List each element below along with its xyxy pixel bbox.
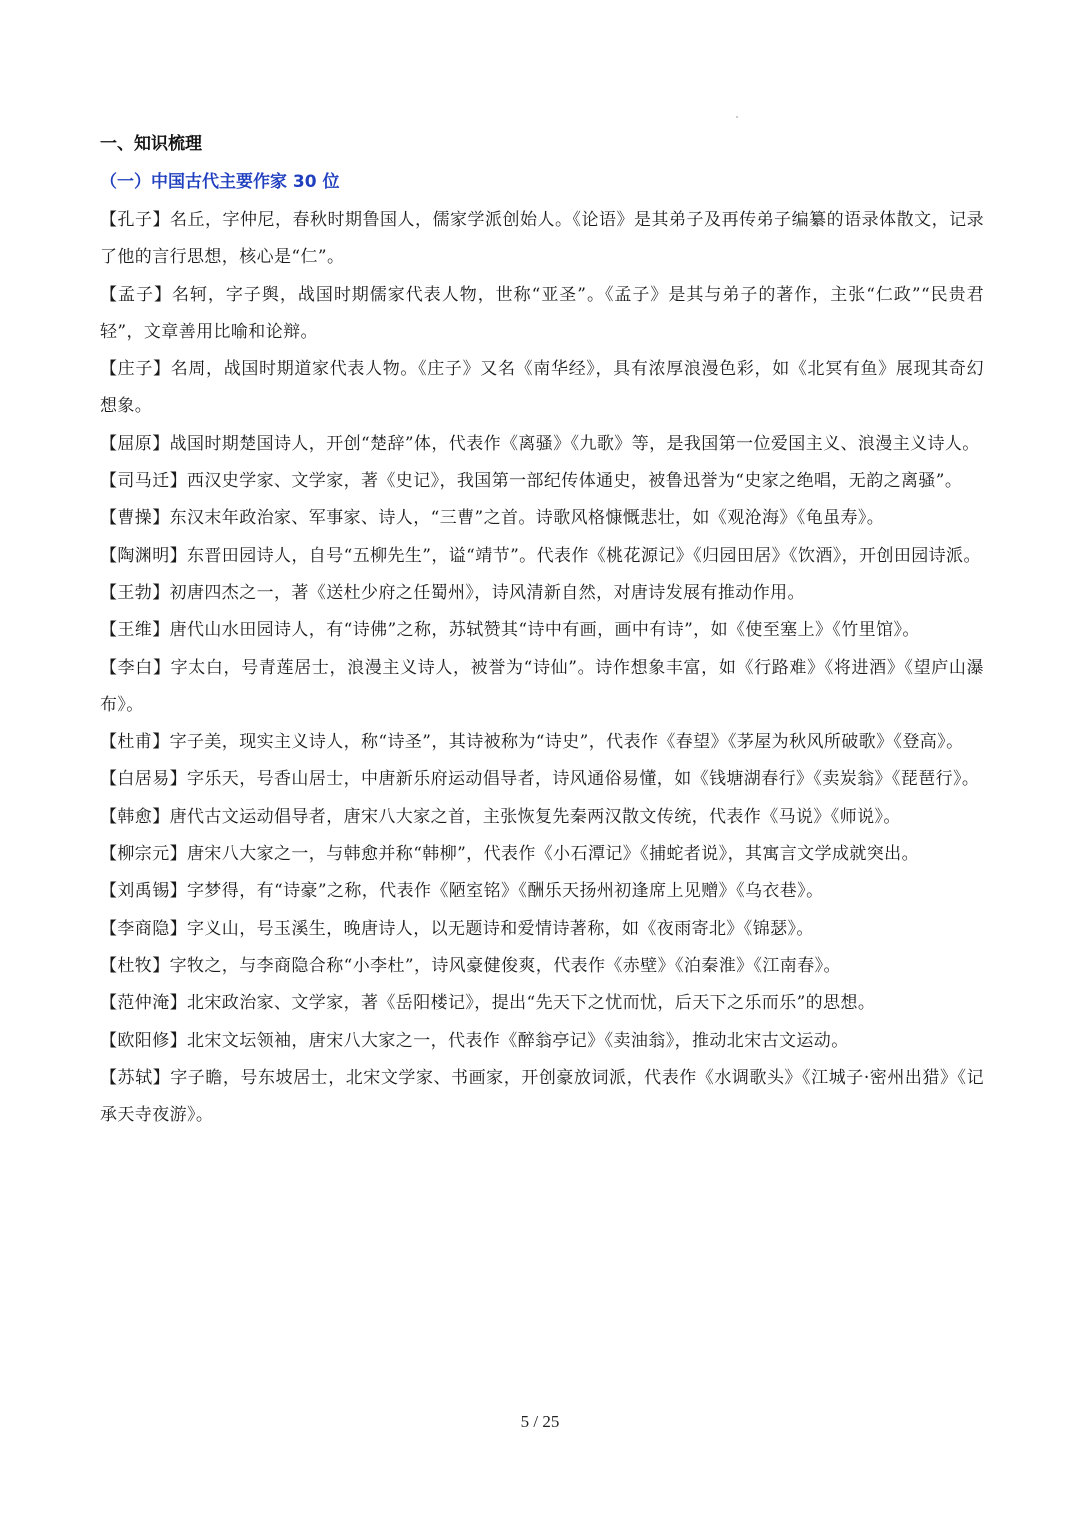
author-description: 名轲，字子舆，战国时期儒家代表人物，世称“亚圣”。《孟子》是其与弟子的著作，主张“仁政”“民贵君轻”，文章善用比喻和论辩。 (100, 284, 985, 342)
author-name: 【欧阳修】 (100, 1030, 187, 1051)
author-name: 【范仲淹】 (100, 993, 187, 1014)
author-name: 【杜甫】 (100, 732, 170, 753)
author-entry (100, 799, 984, 836)
author-entry (100, 761, 984, 798)
author-entry (100, 463, 984, 500)
author-name: 【庄子】 (100, 359, 171, 380)
author-entry (100, 351, 984, 426)
author-entry (100, 202, 984, 277)
author-entry (100, 836, 984, 873)
author-name: 【李白】 (100, 657, 171, 678)
author-description: 北宋文坛领袖，唐宋八大家之一，代表作《醉翁亭记》《卖油翁》，推动北宋古文运动。 (187, 1030, 849, 1051)
author-name: 【司马迁】 (100, 471, 187, 492)
author-description: 唐宋八大家之一，与韩愈并称“韩柳”，代表作《小石潭记》《捕蛇者说》，其寓言文学成就突出。 (187, 844, 919, 865)
author-description: 名丘，字仲尼，春秋时期鲁国人，儒家学派创始人。《论语》是其弟子及再传弟子编纂的语录体散文，记录了他的言行思想，核心是“仁”。 (100, 210, 984, 268)
author-description: 字太白，号青莲居士，浪漫主义诗人，被誉为“诗仙”。诗作想象丰富，如《行路难》《将进酒》《望庐山瀑布》。 (100, 657, 984, 715)
author-description: 字子瞻，号东坡居士，北宋文学家、书画家，开创豪放词派，代表作《水调歌头》《江城子·密州出猎》《记承天寺夜游》。 (100, 1067, 984, 1126)
section-heading: 一、知识梳理 (100, 134, 202, 154)
author-name: 【孟子】 (100, 284, 172, 305)
author-entry (100, 575, 984, 612)
author-entry (100, 948, 984, 985)
author-name: 【柳宗元】 (100, 844, 187, 865)
author-description: 西汉史学家、文学家，著《史记》，我国第一部纪传体通史，被鲁迅誉为“史家之绝唱，无韵之离骚”。 (187, 471, 963, 492)
author-entry (100, 277, 984, 352)
author-name: 【曹操】 (100, 508, 170, 529)
author-entry (100, 1060, 984, 1135)
author-name: 【屈原】 (100, 433, 170, 454)
author-entry (100, 650, 984, 725)
author-name: 【孔子】 (100, 210, 171, 230)
author-entry (100, 1023, 984, 1060)
author-name: 【白居易】 (100, 769, 187, 790)
author-description: 字义山，号玉溪生，晚唐诗人，以无题诗和爱情诗著称，如《夜雨寄北》《锦瑟》。 (187, 918, 814, 939)
author-description: 字牧之，与李商隐合称“小李杜”，诗风豪健俊爽，代表作《赤壁》《泊秦淮》《江南春》。 (169, 955, 841, 976)
author-description: 唐代古文运动倡导者，唐宋八大家之首，主张恢复先秦两汉散文传统，代表作《马说》《师说》。 (169, 806, 901, 827)
author-description: 东晋田园诗人，自号“五柳先生”，谥“靖节”。代表作《桃花源记》《归园田居》《饮酒》，开创田园诗派。 (187, 545, 981, 566)
author-description: 字子美，现实主义诗人，称“诗圣”，其诗被称为“诗史”，代表作《春望》《茅屋为秋风所破歌》《登高》。 (169, 732, 964, 753)
author-description: 战国时期楚国诗人，开创“楚辞”体，代表作《离骚》《九歌》等，是我国第一位爱国主义、浪漫主义诗人。 (169, 433, 980, 454)
author-name: 【刘禹锡】 (100, 881, 187, 902)
author-entry (100, 612, 984, 649)
author-name: 【王勃】 (100, 582, 170, 603)
author-name: 【王维】 (100, 620, 170, 641)
document-body (100, 128, 984, 1134)
author-name: 【韩愈】 (100, 806, 170, 827)
author-entry (100, 873, 984, 910)
author-entry (100, 724, 984, 761)
author-entry (100, 426, 984, 463)
author-name: 【杜牧】 (100, 955, 170, 976)
page-number: 5 / 25 (520, 1412, 560, 1431)
scan-speck (736, 116, 738, 118)
author-entry (100, 538, 984, 575)
author-description: 唐代山水田园诗人，有“诗佛”之称，苏轼赞其“诗中有画，画中有诗”，如《使至塞上》《竹里馆》。 (169, 620, 920, 641)
author-entry (100, 500, 984, 537)
sub-heading: （一）中国古代主要作家 30 位 (100, 172, 340, 192)
author-description: 初唐四杰之一，著《送杜少府之任蜀州》，诗风清新自然，对唐诗发展有推动作用。 (169, 582, 805, 603)
author-description: 字梦得，有“诗豪”之称，代表作《陋室铭》《酬乐天扬州初逢席上见赠》《乌衣巷》。 (187, 881, 824, 902)
author-description: 名周，战国时期道家代表人物。《庄子》又名《南华经》，具有浓厚浪漫色彩，如《北冥有鱼》展现其奇幻想象。 (100, 359, 984, 417)
author-description: 字乐天，号香山居士，中唐新乐府运动倡导者，诗风通俗易懂，如《钱塘湖春行》《卖炭翁》《琵琶行》。 (187, 769, 980, 790)
author-description: 东汉末年政治家、军事家、诗人，“三曹”之首。诗歌风格慷慨悲壮，如《观沧海》《龟虽寿》。 (169, 508, 885, 529)
author-name: 【苏轼】 (100, 1067, 171, 1088)
author-description: 北宋政治家、文学家，著《岳阳楼记》，提出“先天下之忧而忧，后天下之乐而乐”的思想。 (187, 993, 876, 1014)
author-entry (100, 911, 984, 948)
author-name: 【李商隐】 (100, 918, 187, 939)
author-name: 【陶渊明】 (100, 545, 187, 566)
author-entry (100, 985, 984, 1022)
